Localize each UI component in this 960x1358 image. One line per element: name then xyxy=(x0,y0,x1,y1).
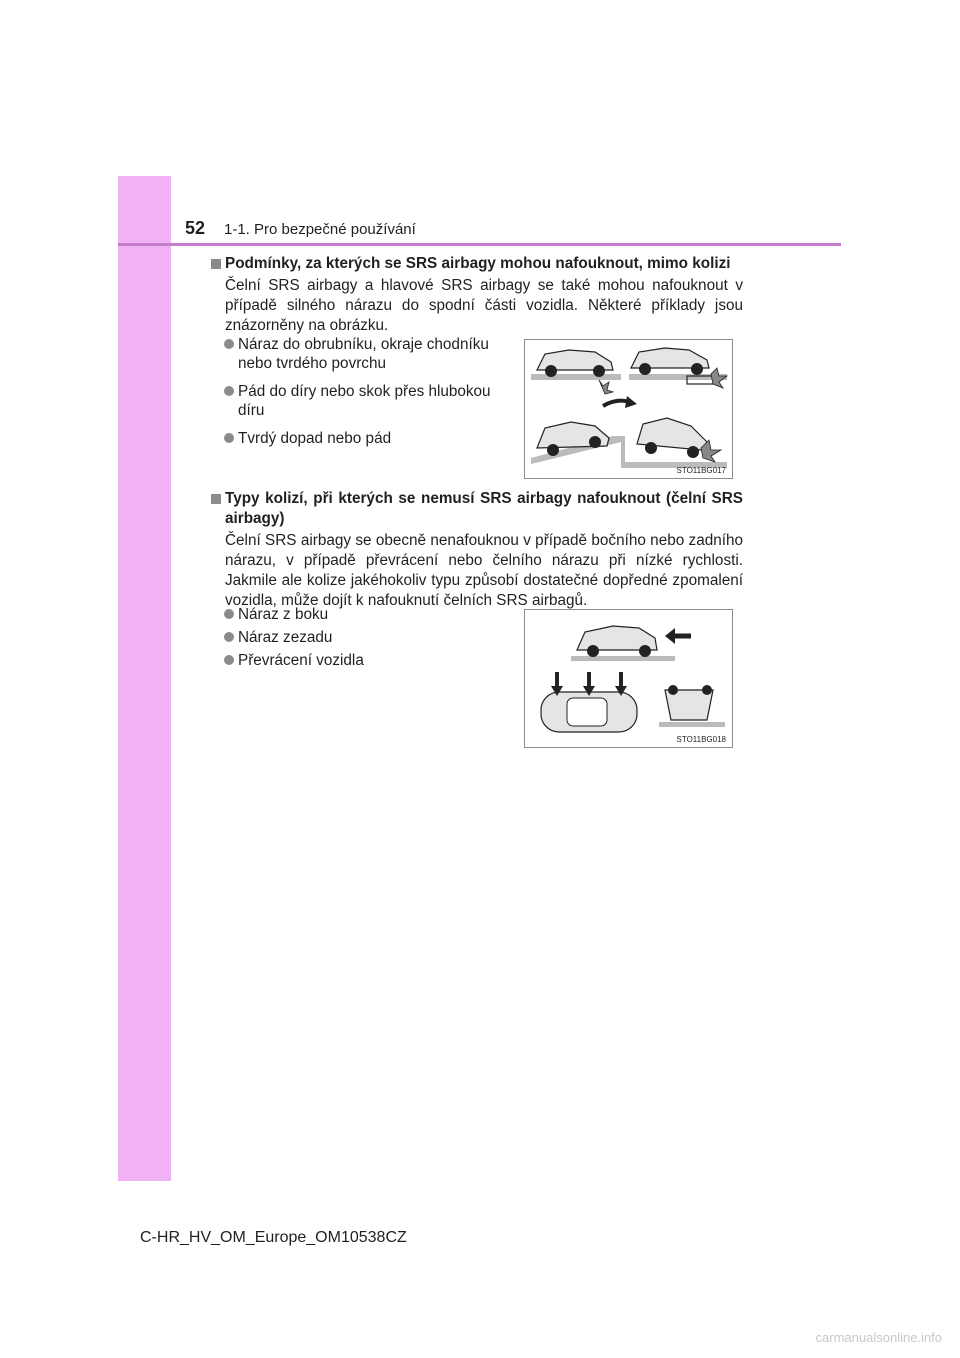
bullet-dot-icon xyxy=(224,433,234,443)
bullet-dot-icon xyxy=(224,339,234,349)
header-rule xyxy=(118,243,841,246)
figure-impact-illustration xyxy=(524,339,733,479)
section-1-text: Čelní SRS airbagy a hlavové SRS airbagy se také mohou nafouknout v případě silného nárazu do spodní části vozidla. Některé příklady jsou znázorněny na obrázku. xyxy=(225,277,743,334)
bullet-dot-icon xyxy=(224,609,234,619)
section-1-bullets xyxy=(238,335,496,457)
list-item: Náraz zezadu xyxy=(238,628,496,647)
footer-code: C-HR_HV_OM_Europe_OM10538CZ xyxy=(140,1229,407,1246)
figure-code: STO11BG018 xyxy=(676,735,726,744)
bullet-dot-icon xyxy=(224,655,234,665)
bullet-dot-icon xyxy=(224,632,234,642)
section-2 xyxy=(225,489,743,611)
list-item: Převrácení vozidla xyxy=(238,651,496,670)
list-item: Pád do díry nebo skok přes hlubokou díru xyxy=(238,382,496,420)
square-bullet-icon xyxy=(211,494,221,504)
impact-illustration-icon xyxy=(525,340,732,478)
chapter-side-tab xyxy=(118,176,171,1181)
section-2-text: Čelní SRS airbagy se obecně nenafouknou v případě bočního nebo zadního nárazu, v případě převrácení nebo čelního nárazu při nízké rychlosti. Jakmile ale kolize jakéhokoliv typu způsobí dostatečné dopředné zpomalení vozidla, může dojít k nafouknutí čelních SRS airbagů. xyxy=(225,532,743,609)
section-title: 1-1. Pro bezpečné používání xyxy=(224,221,416,238)
section-2-heading: Typy kolizí, při kterých se nemusí SRS airbagy nafouknout (čelní SRS airbagy) xyxy=(225,489,743,529)
section-2-bullets xyxy=(238,605,496,674)
figure-code: STO11BG017 xyxy=(676,466,726,475)
watermark: carmanualsonline.info xyxy=(815,1330,942,1345)
bullet-dot-icon xyxy=(224,386,234,396)
list-item: Náraz z boku xyxy=(238,605,496,624)
section-1 xyxy=(225,254,743,336)
collision-types-icon xyxy=(525,610,732,747)
square-bullet-icon xyxy=(211,259,221,269)
page-number: 52 xyxy=(185,218,206,238)
figure-collision-types xyxy=(524,609,733,748)
list-item: Tvrdý dopad nebo pád xyxy=(238,429,496,448)
list-item: Náraz do obrubníku, okraje chodníku nebo tvrdého povrchu xyxy=(238,335,496,373)
section-1-heading: Podmínky, za kterých se SRS airbagy mohou nafouknout, mimo kolizi xyxy=(225,254,743,274)
